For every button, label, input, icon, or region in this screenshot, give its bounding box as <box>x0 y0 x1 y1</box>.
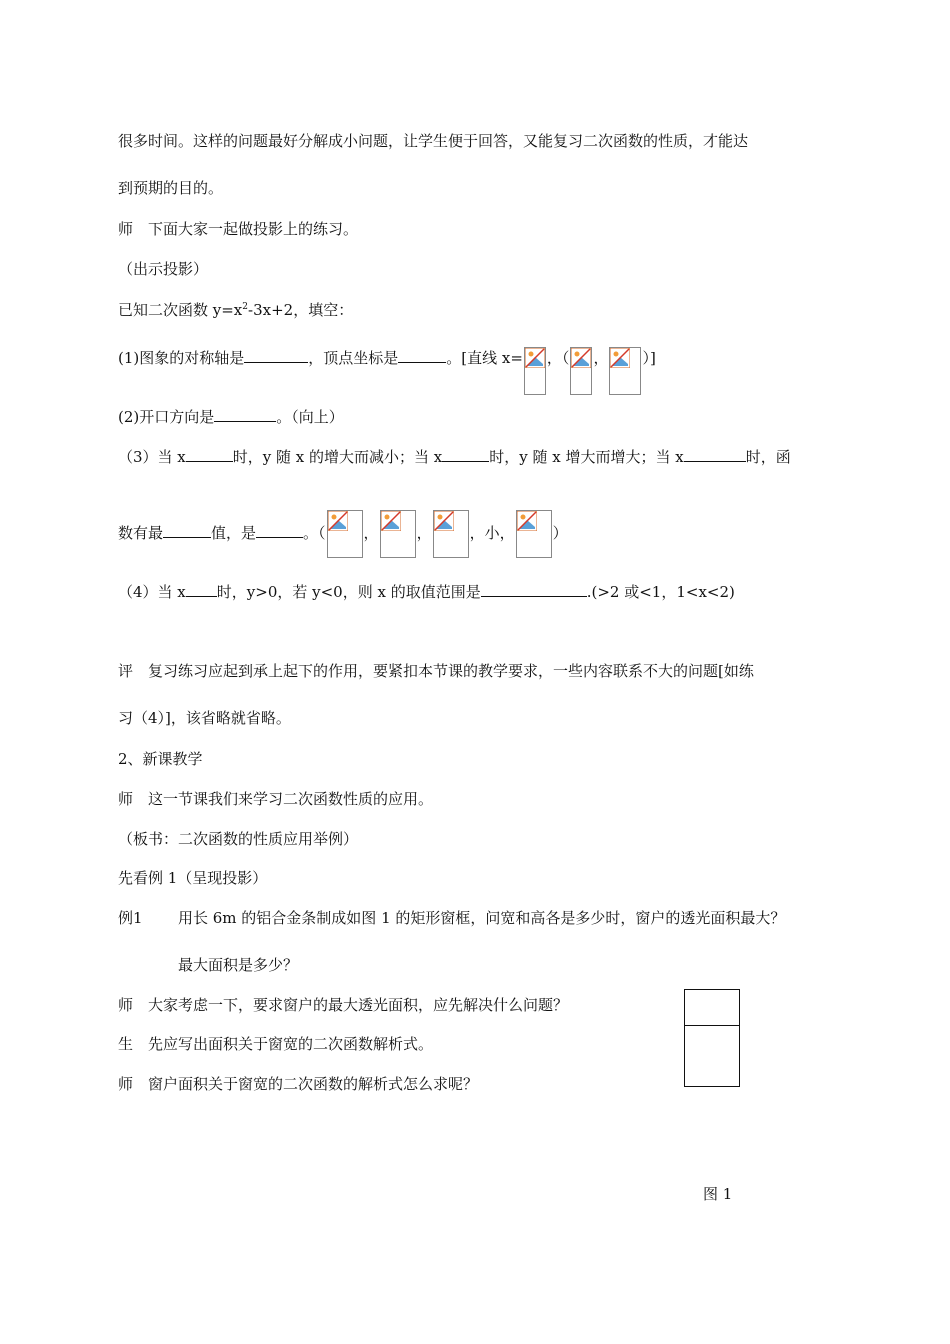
text: (1)图象的对称轴是 <box>118 349 245 367</box>
text: .(>2 或<1，1<x<2) <box>586 583 735 601</box>
figure-caption: 图 1 <box>703 1185 733 1203</box>
window-frame-figure <box>684 989 740 1087</box>
text: (2)开口方向是 <box>118 408 215 426</box>
exponent: 2 <box>242 302 249 312</box>
example-1-continued: 最大面积是多少？ <box>178 956 299 974</box>
text: 值，是 <box>211 524 257 542</box>
blank <box>163 522 211 538</box>
paragraph-line: 到预期的目的。 <box>118 179 224 197</box>
text: ）] <box>642 349 656 367</box>
example-label: 例1 <box>118 909 143 927</box>
paragraph-line: 先看例 1（呈现投影） <box>118 869 268 887</box>
dialogue-line: 师 下面大家一起做投影上的练习。 <box>118 220 359 238</box>
window-frame-divider <box>685 1025 739 1026</box>
comment-line: 评 复习练习应起到承上起下的作用，要紧扣本节课的教学要求，一些内容联系不大的问题[如练 <box>118 662 754 680</box>
blank <box>186 581 217 597</box>
broken-image-icon <box>570 347 592 395</box>
question-1 <box>118 347 656 395</box>
text: 已知二次函数 y=x <box>118 301 243 319</box>
blank <box>481 581 587 597</box>
broken-image-icon <box>609 347 641 395</box>
text: 。（向上） <box>276 408 344 426</box>
question-2 <box>118 406 344 427</box>
broken-image-icon <box>380 510 416 558</box>
problem-statement <box>118 300 353 320</box>
paragraph-line: 很多时间。这样的问题最好分解成小问题，让学生便于回答，又能复习二次函数的性质，才能达 <box>118 132 749 150</box>
blank <box>244 347 308 363</box>
text: ， <box>416 524 432 542</box>
paragraph-line: （板书：二次函数的性质应用举例） <box>118 830 359 848</box>
blank <box>442 446 489 462</box>
text: ，小， <box>469 524 515 542</box>
question-3 <box>118 446 791 467</box>
blank <box>398 347 446 363</box>
broken-image-icon <box>327 510 363 558</box>
text: ， <box>363 524 379 542</box>
example-1 <box>118 908 785 928</box>
text: 。（ <box>303 524 326 542</box>
question-3-continued <box>118 522 568 570</box>
text: 时，y 随 x 增大而增大；当 x <box>489 448 684 466</box>
blank <box>256 522 303 538</box>
blank <box>186 446 233 462</box>
text: 数有最 <box>118 524 164 542</box>
text: 时，y 随 x 的增大而减小；当 x <box>232 448 443 466</box>
question-4 <box>118 581 735 602</box>
text: ， <box>593 349 609 367</box>
paragraph-line: （出示投影） <box>118 260 209 278</box>
text: 时，y>0，若 y<0，则 x 的取值范围是 <box>216 583 481 601</box>
broken-image-icon <box>516 510 552 558</box>
text: ，（ <box>546 349 570 367</box>
text: -3x+2，填空： <box>248 301 354 319</box>
text: ） <box>552 524 568 542</box>
text: ，顶点坐标是 <box>308 349 399 367</box>
section-heading: 2、新课教学 <box>118 750 203 768</box>
comment-line: 习（4）]，该省略就省略。 <box>118 709 291 727</box>
dialogue-line: 师 窗户面积关于窗宽的二次函数的解析式怎么求呢？ <box>118 1075 479 1093</box>
example-text: 用长 6m 的铝合金条制成如图 1 的矩形窗框，问宽和高各是多少时，窗户的透光面积最大？ <box>178 909 786 927</box>
text: （3）当 x <box>118 448 186 466</box>
broken-image-icon <box>433 510 469 558</box>
text: 时，函 <box>745 448 791 466</box>
text: （4）当 x <box>118 583 186 601</box>
blank <box>214 406 276 422</box>
dialogue-line: 生 先应写出面积关于窗宽的二次函数解析式。 <box>118 1035 434 1053</box>
blank <box>684 446 746 462</box>
dialogue-line: 师 这一节课我们来学习二次函数性质的应用。 <box>118 790 434 808</box>
broken-image-icon <box>524 347 546 395</box>
text: 。[直线 x= <box>446 349 523 367</box>
dialogue-line: 师 大家考虑一下，要求窗户的最大透光面积，应先解决什么问题？ <box>118 996 569 1014</box>
